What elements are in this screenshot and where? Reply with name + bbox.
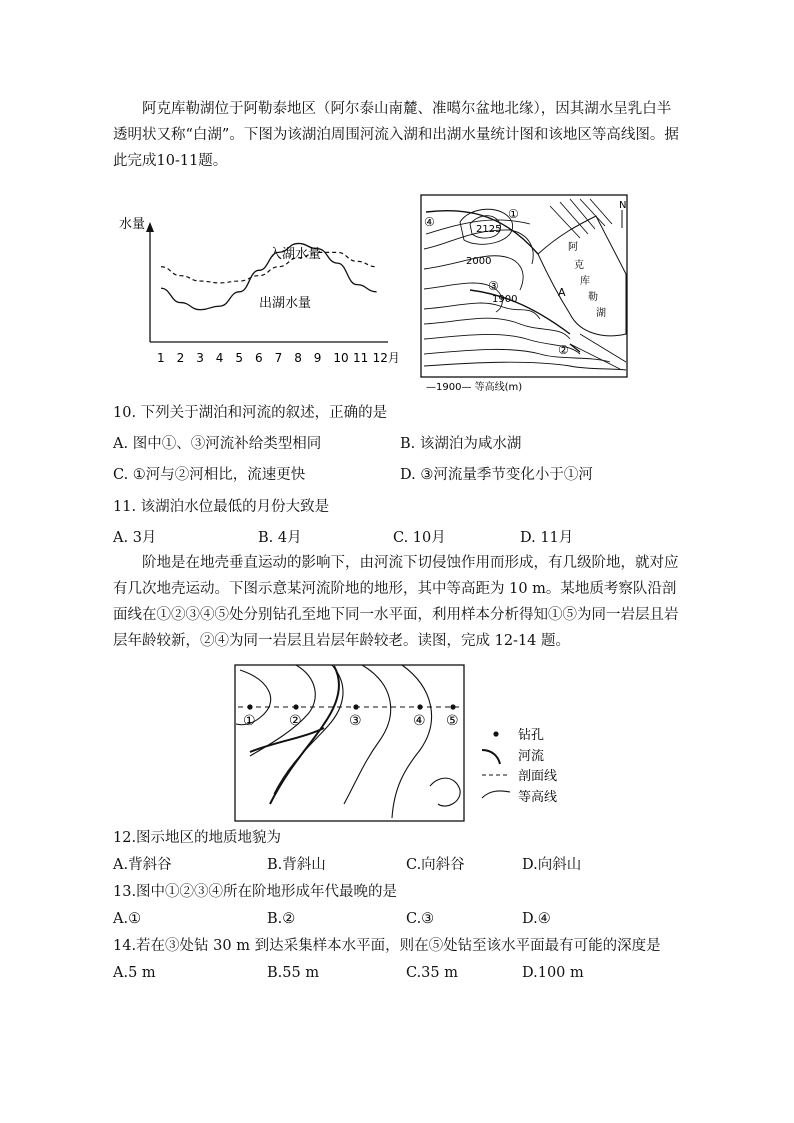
q14-option-c[interactable]: C.35 m [406,965,458,981]
drill-point-label: ② [289,713,302,729]
drill-point-label: ④ [413,713,426,729]
x-tick-label: 12月 [372,351,400,365]
river-1-marker: ① [508,207,519,221]
q14-stem: 14.若在③处钻 30 m 到达采集样本水平面，则在⑤处钻至该水平面最有可能的深度是 [113,938,661,954]
q10-option-c[interactable]: C. ①河与②河相比，流速更快 [113,467,306,483]
q11-option-a[interactable]: A. 3月 [113,530,157,546]
drill-point [247,704,252,709]
elevation-2125-label: 2125 [476,224,502,235]
river-terrace-map [234,664,574,824]
q11-stem: 11. 该湖泊水位最低的月份大致是 [113,499,330,515]
q12-option-d[interactable]: D.向斜山 [522,857,582,873]
legend-river-label: 河流 [518,749,545,764]
drill-point [417,704,422,709]
drill-point-label: ① [243,713,256,729]
outflow-label: 出湖水量 [259,296,312,311]
lake-name-char: 勒 [588,292,598,303]
river-4-marker: ④ [424,215,435,229]
q10-option-b[interactable]: B. 该湖泊为咸水湖 [400,436,522,452]
inflow-label: 入湖水量 [269,247,322,262]
x-tick-label: 3 [196,351,204,365]
x-tick-label: 4 [215,351,224,365]
terrace-map-frame [235,665,464,821]
q14-option-b[interactable]: B.55 m [267,965,320,981]
x-tick-labels [157,351,400,365]
x-tick-label: 8 [294,351,302,365]
q11-option-d[interactable]: D. 11月 [520,530,574,546]
legend-river-symbol [482,750,500,764]
river-2-marker: ② [558,343,569,357]
legend-drill-symbol [493,731,498,736]
x-tick-label: 10 [333,351,349,365]
north-label: N [619,200,627,211]
x-tick-label: 11 [353,351,369,365]
legend-drill-label: 钻孔 [518,728,545,743]
point-a-label: A [558,286,566,299]
legend-contour-label: 等高线 [518,790,558,805]
terrace-contour-lines [236,665,460,818]
q11-option-c[interactable]: C. 10月 [393,530,446,546]
q12-option-b[interactable]: B.背斜山 [267,857,326,873]
lake-name-char: 阿 [568,242,578,253]
legend-contour-symbol [482,791,510,798]
x-tick-label: 2 [176,351,185,365]
q10-option-a[interactable]: A. 图中①、③河流补给类型相同 [113,436,322,452]
q10-option-d[interactable]: D. ③河流量季节变化小于①河 [400,467,593,483]
x-tick-label: 5 [235,351,244,365]
q10-stem: 10. 下列关于湖泊和河流的叙述，正确的是 [113,405,388,421]
drill-point-label: ③ [349,713,362,729]
q13-option-a[interactable]: A.① [113,911,142,927]
x-tick-label: 7 [274,351,283,365]
y-axis-arrow [146,222,154,232]
intro-paragraph-2: 阶地是在地壳垂直运动的影响下，由河流下切侵蚀作用而形成，有几级阶地，就对应有几次地壳运动。下图示意某河流阶地的地形，其中等高距为 10 m。某地质考察队沿剖面线在①②③④⑤处分别钻孔至地下同一水平面，利用样本分析得知①⑤为同一岩层且岩层年龄较新，②④为同一岩层且岩层年龄较老。读图，完成 12-14 题。 [113,555,679,649]
q11-option-b[interactable]: B. 4月 [258,530,302,546]
drill-points [243,704,459,729]
intro-paragraph-1: 阿克库勒湖位于阿勒泰地区（阿尔泰山南麓、准噶尔盆地北缘），因其湖水呈乳白半透明状又称“白湖”。下图为该湖泊周围河流入湖和出湖水量统计图和该地区等高线图。据此完成10-11题。 [113,101,679,169]
lake-contour-map [420,194,630,392]
drill-point [353,704,358,709]
q13-option-c[interactable]: C.③ [406,911,435,927]
legend-section-label: 剖面线 [518,769,558,784]
q12-option-a[interactable]: A.背斜谷 [113,857,172,873]
x-tick-label: 9 [313,351,322,365]
y-axis-label: 水量 [119,217,146,232]
contour-1900-label: 1900 [492,294,518,305]
river-3-marker: ③ [488,279,499,293]
q13-stem: 13.图中①②③④所在阶地形成年代最晚的是 [113,884,398,900]
water-volume-chart [113,200,400,380]
drill-point-label: ⑤ [446,713,459,729]
contour-2000-label: 2000 [466,256,492,267]
q13-option-b[interactable]: B.② [267,911,296,927]
map-legend: —1900— 等高线(m) [426,382,523,393]
q14-option-a[interactable]: A.5 m [113,965,156,981]
river-3 [470,290,570,334]
x-tick-label: 1 [157,351,165,365]
q12-option-c[interactable]: C.向斜谷 [406,857,465,873]
q14-option-d[interactable]: D.100 m [522,965,584,981]
lake-name-char: 克 [574,260,584,271]
q13-option-d[interactable]: D.④ [522,911,551,927]
x-tick-label: 6 [255,351,263,365]
drill-point [293,704,298,709]
lake-name-char: 库 [580,276,590,287]
q12-stem: 12.图示地区的地质地貌为 [113,830,282,846]
drill-point [450,704,455,709]
lake-name-char: 湖 [596,308,606,319]
